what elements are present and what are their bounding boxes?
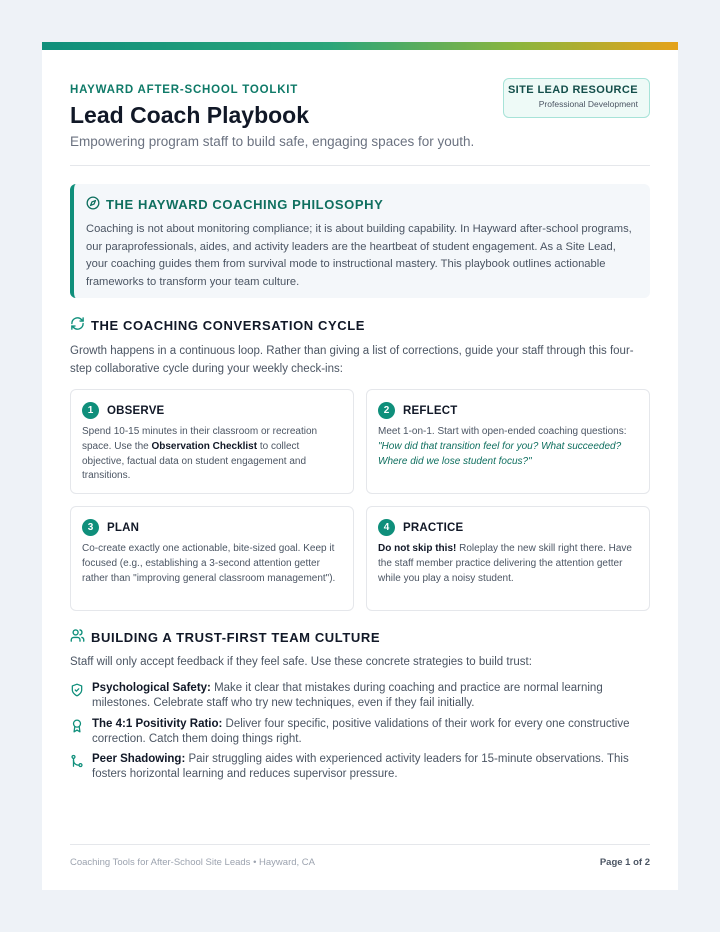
step-card-practice [366,506,650,611]
step-number: 1 [82,402,99,419]
page-title: Lead Coach Playbook [70,102,310,128]
step-card-reflect [366,389,650,494]
strategy-text: Make it clear that mistakes during coaching and practice are normal learning milestones. Celebrate staff who try new techniques, even if they fail initially. [92,682,603,709]
strategy-item [70,717,650,746]
refresh-cycle-icon [70,316,85,334]
cycle-heading-text: THE COACHING CONVERSATION CYCLE [91,317,366,333]
step-text: Do not skip this! Roleplay the new skill right there. Have the staff member practice delivering the attention getter while you play a noisy student. [378,543,632,584]
strategy-label: Psychological Safety: [92,682,211,694]
strategy-text: Deliver four specific, positive validations of their work for every one constructive correction. Catch them doing things right. [92,718,630,745]
accent-gradient-bar [42,42,678,50]
step-text: Co-create exactly one actionable, bite-sized goal. Keep it focused (e.g., establishing a 3-second attention getter rather than "improving general classroom management"). [82,543,336,584]
step-number: 3 [82,519,99,536]
branch-icon [70,754,84,781]
strategy-item [70,681,650,710]
step-card-plan [70,506,354,611]
culture-intro: Staff will only accept feedback if they feel safe. Use these concrete strategies to build trust: [70,656,532,668]
step-title: OBSERVE [107,404,165,417]
cycle-intro: Growth happens in a continuous loop. Rather than giving a list of corrections, guide your staff through this four-step collaborative cycle during your weekly check-ins: [70,345,634,375]
footer-text: Coaching Tools for After-School Site Leads • Hayward, CA [70,857,315,868]
step-text: Spend 10-15 minutes in their classroom or recreation space. Use the Observation Checklist to collect objective, factual data on student engagement and transitions. [82,426,318,482]
strategy-label: The 4:1 Positivity Ratio: [92,718,223,730]
strategy-item [70,752,650,781]
compass-icon [86,196,100,213]
strategy-text: Pair struggling aides with experienced activity leaders for 15-minute observations. This fosters horizontal learning and reduces supervisor pressure. [92,753,629,780]
site-lead-badge [503,78,650,118]
page-number: Page 1 of 2 [599,857,650,868]
step-text: Meet 1-on-1. Start with open-ended coaching questions: "How did that transition feel for you? What succeeded? Where did we lose student focus?" [378,426,627,467]
strategy-label: Peer Shadowing: [92,753,186,765]
step-card-observe [70,389,354,494]
step-number: 4 [378,519,395,536]
cycle-section-heading [70,316,365,334]
badge-subtitle: Professional Development [538,99,638,109]
step-title: PRACTICE [403,521,464,534]
header-divider [70,165,650,166]
footer-divider [70,844,650,845]
eyebrow-label: HAYWARD AFTER-SCHOOL TOOLKIT [70,84,299,96]
page-subtitle: Empowering program staff to build safe, engaging spaces for youth. [70,134,475,149]
step-title: PLAN [107,521,140,534]
philosophy-text: Coaching is not about monitoring compliance; it is about building capability. In Hayward after-school programs, our paraprofessionals, aides, and activity leaders are the heartbeat of student engagement. As a Site Lead, your coaching guides them from survival mode to instructional mastery. This playbook outlines actionable frameworks to transform your team culture. [86,223,632,288]
award-icon [70,719,84,746]
badge-title: SITE LEAD RESOURCE [507,84,638,96]
users-icon [70,628,85,646]
step-number: 2 [378,402,395,419]
step-title: REFLECT [403,404,458,417]
culture-section-heading [70,628,380,646]
shield-check-icon [70,683,84,710]
culture-heading-text: BUILDING A TRUST-FIRST TEAM CULTURE [91,629,381,645]
document-page [42,42,678,890]
philosophy-heading: THE HAYWARD COACHING PHILOSOPHY [106,197,384,212]
philosophy-callout [70,184,650,298]
